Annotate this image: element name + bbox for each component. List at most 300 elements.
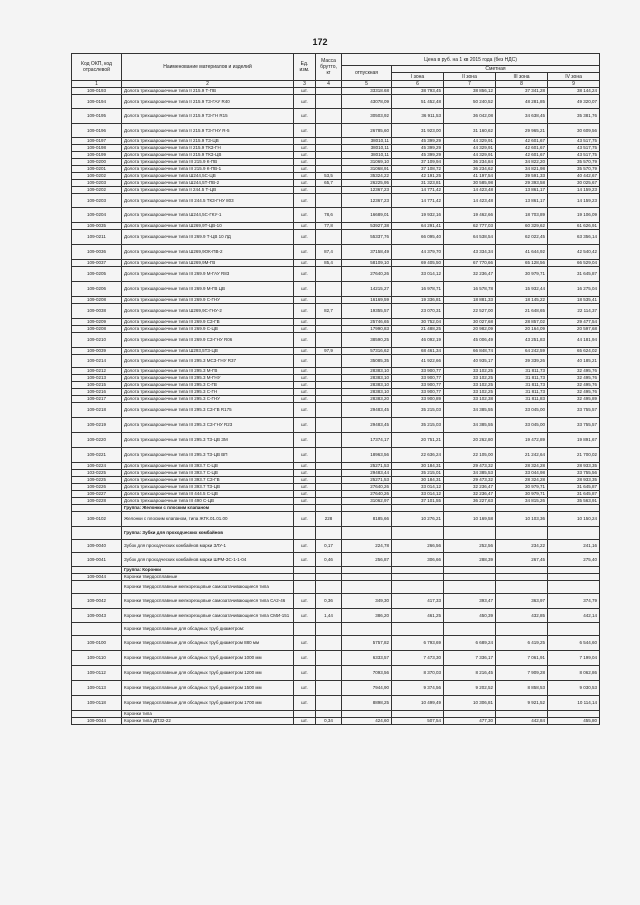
- name-cell: Долота трехшарошечные типа III 295.3 М-ГВ: [122, 368, 294, 375]
- mass-cell: [316, 333, 342, 348]
- table-row: [72, 348, 600, 355]
- code-cell: 109-0220: [72, 433, 122, 448]
- zone-4-price-cell: 18 535,41: [548, 297, 600, 304]
- empty-cell: [548, 567, 600, 574]
- code-cell: 109-0044: [72, 718, 122, 725]
- zone-4-price-cell: 49 320,07: [548, 95, 600, 109]
- unit-cell: шт.: [294, 297, 316, 304]
- table-row: [72, 389, 600, 396]
- release-price-cell: 30503,92: [342, 109, 392, 124]
- name-cell: Долота трехшарошечные типа II 215.9 ТЗ-ГАУ R40: [122, 95, 294, 109]
- release-price-cell: 26225,95: [342, 180, 392, 187]
- zone-1-price-cell: [392, 574, 444, 581]
- zone-2-price-cell: 36 227,63: [444, 498, 496, 505]
- zone-3-price-cell: 28 857,02: [496, 319, 548, 326]
- zone-1-price-cell: 20 751,21: [392, 433, 444, 448]
- zone-1-price-cell: 45 399,29: [392, 138, 444, 145]
- table-row: [72, 355, 600, 368]
- unit-cell: шт.: [294, 448, 316, 463]
- release-price-cell: 33318.68: [342, 88, 392, 95]
- zone-1-price-cell: 37 108,72: [392, 166, 444, 173]
- code-cell: 109-0036: [72, 245, 122, 260]
- zone-4-price-cell: 8 062,86: [548, 666, 600, 681]
- zone-2-price-cell: 32 236,47: [444, 491, 496, 498]
- zone-4-price-cell: 19 891,67: [548, 433, 600, 448]
- empty-cell: [316, 527, 342, 540]
- zone-3-price-cell: 13 861,17: [496, 194, 548, 208]
- release-price-cell: 29483,44: [342, 470, 392, 477]
- name-cell: Коронки твердосплавные мелкорезцовые самозатачивающиеся типа СМИ-151: [122, 609, 294, 623]
- mass-cell: [316, 574, 342, 581]
- code-cell: 109-0219: [72, 418, 122, 433]
- code-cell: 109-0209: [72, 319, 122, 326]
- zone-3-price-cell: 48 281,85: [496, 95, 548, 109]
- zone-4-price-cell: [548, 711, 600, 718]
- name-cell: Долота трехшарошечные типа III 393.7 СЗ-ГВ: [122, 477, 294, 484]
- code-cell: 109-0211: [72, 230, 122, 245]
- zone-4-price-cell: 21 700,02: [548, 448, 600, 463]
- code-cell: 109-0228: [72, 498, 122, 505]
- empty-cell: [496, 505, 548, 512]
- release-price-cell: 29483,45: [342, 418, 392, 433]
- zone-3-price-cell: 28 324,28: [496, 477, 548, 484]
- zone-2-price-cell: 29 473,32: [444, 477, 496, 484]
- release-price-cell: 38590,25: [342, 333, 392, 348]
- name-cell: Долота трехшарошечные типа III 269.9 СЗ-ГНУ R06: [122, 333, 294, 348]
- group-row: [72, 505, 600, 512]
- name-cell: Коронки твердосплавные для обсадных труб диаметром 1000 мм: [122, 651, 294, 666]
- code-cell: 109-0226: [72, 484, 122, 491]
- table-row: [72, 498, 600, 505]
- unit-cell: шт.: [294, 145, 316, 152]
- unit-cell: шт.: [294, 636, 316, 651]
- zone-2-price-cell: 9 202,52: [444, 681, 496, 696]
- release-price-cell: 57316,62: [342, 348, 392, 355]
- mass-cell: [316, 319, 342, 326]
- zone-1-price-cell: 38 793,45: [392, 88, 444, 95]
- release-price-cell: 14215,27: [342, 282, 392, 297]
- unit-cell: шт.: [294, 138, 316, 145]
- zone-3-price-cell: 8 858,53: [496, 681, 548, 696]
- zone-3-price-cell: 42 601,67: [496, 145, 548, 152]
- zone-3-price-cell: 34 815,26: [496, 498, 548, 505]
- zone-3-price-cell: 21 648,65: [496, 304, 548, 319]
- unit-cell: шт.: [294, 333, 316, 348]
- code-cell: 109-0200: [72, 159, 122, 166]
- release-price-cell: 31062,97: [342, 498, 392, 505]
- code-cell: [72, 581, 122, 594]
- release-price-cell: 18963,56: [342, 448, 392, 463]
- zone-4-header: IV зона: [548, 73, 600, 81]
- table-row: [72, 152, 600, 159]
- zone-2-price-cell: 50 240,52: [444, 95, 496, 109]
- table-row: [72, 194, 600, 208]
- zone-2-price-cell: 252,56: [444, 540, 496, 553]
- name-header: Наименование материалов и изделий: [122, 54, 294, 81]
- zone-4-price-cell: 14 159,23: [548, 187, 600, 194]
- empty-cell: [316, 505, 342, 512]
- zone-1-price-cell: 33 014,12: [392, 267, 444, 282]
- unit-cell: шт.: [294, 553, 316, 567]
- mass-cell: [316, 696, 342, 711]
- mass-cell: [316, 159, 342, 166]
- zone-4-price-cell: 35 570,79: [548, 159, 600, 166]
- zone-2-price-cell: 36 042,08: [444, 109, 496, 124]
- zone-1-price-cell: 9 374,56: [392, 681, 444, 696]
- zone-2-price-cell: 66 848,74: [444, 348, 496, 355]
- table-row: [72, 109, 600, 124]
- name-cell: Долота трехшарошечные типа III 295.3 СЗ-ГВ R175: [122, 403, 294, 418]
- name-cell: Долота трехшарошечные типа III 295.3 М-ГНУ: [122, 375, 294, 382]
- name-cell: Коронки твердосплавные для обсадных труб диаметром 1700 мм: [122, 696, 294, 711]
- table-row: [72, 463, 600, 470]
- zone-2-price-cell: 10 169,58: [444, 512, 496, 527]
- group-code-cell: [72, 505, 122, 512]
- group-row: [72, 527, 600, 540]
- name-cell: Долота трехшарошечные типа III 269.9 М-ГВ ЦВ: [122, 282, 294, 297]
- code-cell: 109-0035: [72, 223, 122, 230]
- unit-cell: шт.: [294, 418, 316, 433]
- zone-4-price-cell: 66 529,04: [548, 260, 600, 267]
- name-cell: Долота трехшарошечные типа III 295.3 С-ГН: [122, 389, 294, 396]
- release-price-cell: 8185,66: [342, 512, 392, 527]
- release-price-cell: 5757,82: [342, 636, 392, 651]
- group-title: Группа: Желонки с плоским клапаном: [122, 505, 294, 512]
- unit-cell: [294, 711, 316, 718]
- release-price-cell: 349,30: [342, 594, 392, 609]
- zone-3-price-cell: 20 164,09: [496, 326, 548, 333]
- mass-cell: 53,5: [316, 173, 342, 180]
- code-cell: 109-0201: [72, 166, 122, 173]
- release-price-cell: 27640,26: [342, 267, 392, 282]
- name-cell: Долота трехшарошечные типа III 215.9 К-ПВ: [122, 159, 294, 166]
- zone-4-price-cell: 30 609,56: [548, 124, 600, 138]
- zone-2-price-cell: 40 935,17: [444, 355, 496, 368]
- zone-2-price-cell: 393,47: [444, 594, 496, 609]
- zone-2-price-cell: 14 423,48: [444, 187, 496, 194]
- unit-cell: шт.: [294, 260, 316, 267]
- zone-2-price-cell: 30 027,68: [444, 319, 496, 326]
- unit-cell: шт.: [294, 180, 316, 187]
- zone-2-price-cell: 34 385,55: [444, 403, 496, 418]
- zone-4-price-cell: 32 495,76: [548, 382, 600, 389]
- zone-4-price-cell: 42 540,42: [548, 245, 600, 260]
- mass-cell: [316, 124, 342, 138]
- table-row: [72, 375, 600, 382]
- zone-1-price-cell: 33 014,12: [392, 484, 444, 491]
- release-price-cell: 28383,10: [342, 375, 392, 382]
- code-cell: 109-0212: [72, 368, 122, 375]
- table-row: [72, 651, 600, 666]
- zone-3-price-cell: 62 022,45: [496, 230, 548, 245]
- table-row: [72, 230, 600, 245]
- table-row: [72, 396, 600, 403]
- name-cell: Зубок для проходческих комбайнов марки ЗЛУ-1: [122, 540, 294, 553]
- zone-2-price-cell: 36 234,84: [444, 159, 496, 166]
- unit-cell: шт.: [294, 348, 316, 355]
- mass-cell: 77,8: [316, 223, 342, 230]
- zone-4-price-cell: 10 150,24: [548, 512, 600, 527]
- code-cell: 109-0218: [72, 403, 122, 418]
- code-cell: 109-0213: [72, 375, 122, 382]
- table-row: [72, 470, 600, 477]
- zone-4-price-cell: 16 275,04: [548, 282, 600, 297]
- zone-3-price-cell: 33 045,00: [496, 418, 548, 433]
- code-cell: 109-0040: [72, 540, 122, 553]
- mass-cell: [316, 484, 342, 491]
- name-cell: Коронки типа: [122, 711, 294, 718]
- mass-cell: [316, 666, 342, 681]
- zone-1-price-cell: 306,66: [392, 553, 444, 567]
- zone-2-price-cell: 450,39: [444, 609, 496, 623]
- code-cell: 109-0039: [72, 348, 122, 355]
- zone-1-price-cell: 42 191,25: [392, 173, 444, 180]
- unit-cell: шт.: [294, 95, 316, 109]
- code-cell: 109-0203: [72, 180, 122, 187]
- estimate-price-header: Сметная: [392, 66, 600, 73]
- mass-cell: [316, 326, 342, 333]
- zone-4-price-cell: 44 181,94: [548, 333, 600, 348]
- mass-cell: [316, 470, 342, 477]
- name-cell: Коронки твердосплавные: [122, 574, 294, 581]
- table-row: [72, 477, 600, 484]
- table-row: [72, 180, 600, 187]
- empty-cell: [392, 505, 444, 512]
- zone-4-price-cell: 29 477,54: [548, 319, 600, 326]
- table-row: [72, 484, 600, 491]
- release-price-cell: 17990,83: [342, 326, 392, 333]
- zone-1-price-cell: 33 900,77: [392, 389, 444, 396]
- release-price-cell: 35324,22: [342, 173, 392, 180]
- zone-2-price-cell: 67 770,66: [444, 260, 496, 267]
- unit-cell: шт.: [294, 498, 316, 505]
- mass-cell: [316, 368, 342, 375]
- col-number: 2: [122, 81, 294, 88]
- zone-4-price-cell: 61 626,91: [548, 223, 600, 230]
- zone-4-price-cell: 9 030,53: [548, 681, 600, 696]
- zone-1-price-cell: 37 109,94: [392, 159, 444, 166]
- zone-1-price-cell: 7 473,30: [392, 651, 444, 666]
- release-price-header: отпускная: [342, 66, 392, 81]
- mass-cell: 0,34: [316, 718, 342, 725]
- zone-1-price-cell: 41 922,66: [392, 355, 444, 368]
- zone-3-price-cell: 28 324,28: [496, 463, 548, 470]
- code-cell: 109-0037: [72, 260, 122, 267]
- table-row: [72, 418, 600, 433]
- zone-2-price-cell: 33 102,25: [444, 382, 496, 389]
- zone-2-price-cell: 7 336,17: [444, 651, 496, 666]
- page-number: 172: [312, 37, 328, 47]
- release-price-cell: 17374,17: [342, 433, 392, 448]
- name-cell: Коронки твердосплавные для обсадных труб диаметром 880 мм: [122, 636, 294, 651]
- code-cell: 109-0042: [72, 594, 122, 609]
- mass-cell: [316, 636, 342, 651]
- mass-cell: [316, 477, 342, 484]
- release-price-cell: 35085,35: [342, 355, 392, 368]
- code-cell: 109-0102: [72, 512, 122, 527]
- release-price-cell: 256,87: [342, 553, 392, 567]
- mass-cell: [316, 463, 342, 470]
- name-cell: Коронки твердосплавные для обсадных труб диаметром 1500 мм: [122, 681, 294, 696]
- col-number: 5: [342, 81, 392, 88]
- zone-4-price-cell: [548, 581, 600, 594]
- mass-cell: [316, 498, 342, 505]
- zone-1-price-cell: 30 184,31: [392, 477, 444, 484]
- table-row: [72, 138, 600, 145]
- zone-2-price-cell: 34 385,55: [444, 418, 496, 433]
- mass-cell: 228: [316, 512, 342, 527]
- name-cell: Долота трехшарошечные типа II 215.9 ТКЗ-ЦВ: [122, 152, 294, 159]
- zone-3-price-cell: 42 601,67: [496, 138, 548, 145]
- zone-1-price-cell: 33 900,77: [392, 368, 444, 375]
- code-cell: 109-0202: [72, 187, 122, 194]
- code-cell: 109-0203: [72, 194, 122, 208]
- empty-cell: [342, 505, 392, 512]
- code-cell: [72, 711, 122, 718]
- release-price-cell: 28383,10: [342, 368, 392, 375]
- mass-cell: [316, 194, 342, 208]
- name-cell: Долота трехшарошечные типа Ш269,9ОК-ПВ-2: [122, 245, 294, 260]
- code-cell: 109-0110: [72, 651, 122, 666]
- release-price-cell: 7093,56: [342, 666, 392, 681]
- mass-cell: 0,46: [316, 553, 342, 567]
- zone-3-price-cell: 60 329,62: [496, 223, 548, 230]
- col-number: 8: [496, 81, 548, 88]
- code-cell: 109-0043: [72, 609, 122, 623]
- mass-cell: [316, 187, 342, 194]
- code-cell: 109-0206: [72, 282, 122, 297]
- zone-1-price-cell: 22 636,24: [392, 448, 444, 463]
- unit-cell: шт.: [294, 88, 316, 95]
- name-cell: Долота трехшарошечные типа III 444.5 С-ЦВ: [122, 491, 294, 498]
- unit-cell: шт.: [294, 512, 316, 527]
- zone-3-price-cell: 43 251,83: [496, 333, 548, 348]
- release-price-cell: 43078,09: [342, 95, 392, 109]
- mass-cell: [316, 448, 342, 463]
- zone-1-price-cell: 14 771,42: [392, 187, 444, 194]
- table-row: [72, 282, 600, 297]
- zone-3-price-cell: 33 045,00: [496, 403, 548, 418]
- group-code-cell: [72, 527, 122, 540]
- table-row: [72, 448, 600, 463]
- unit-cell: шт.: [294, 470, 316, 477]
- name-cell: Долота трехшарошечные типа Ш293,5ТЗ-ЦВ: [122, 348, 294, 355]
- zone-4-price-cell: 65 624,02: [548, 348, 600, 355]
- release-price-cell: 37158,49: [342, 245, 392, 260]
- zone-2-price-cell: 10 306,81: [444, 696, 496, 711]
- table-row: [72, 187, 600, 194]
- col-number: 4: [316, 81, 342, 88]
- zone-1-price-cell: 33 900,77: [392, 382, 444, 389]
- zone-1-price-cell: 69 405,50: [392, 260, 444, 267]
- mass-cell: 85,4: [316, 260, 342, 267]
- release-price-cell: 6333,57: [342, 651, 392, 666]
- zone-1-price-cell: 35 215,03: [392, 403, 444, 418]
- zone-1-price-cell: 68 461,34: [392, 348, 444, 355]
- table-row: [72, 718, 600, 725]
- release-price-cell: 27640,26: [342, 491, 392, 498]
- empty-cell: [342, 567, 392, 574]
- code-cell: 109-0199: [72, 152, 122, 159]
- zone-3-price-cell: [496, 581, 548, 594]
- unit-cell: шт.: [294, 319, 316, 326]
- table-row: [72, 681, 600, 696]
- name-cell: Долота трехшарошечные типа III 295.3 ТЗ-ЦВ ЗМ: [122, 433, 294, 448]
- price-header: Цена в руб. на 1 кв 2015 года (без НДС): [342, 54, 600, 66]
- group-title: Группа: Коронки: [122, 567, 294, 574]
- code-cell: 109-0221: [72, 448, 122, 463]
- mass-cell: [316, 267, 342, 282]
- zone-3-price-cell: 31 811,73: [496, 389, 548, 396]
- name-cell: Долота трехшарошечные типа III 295.3 МСЗ-ГНУ R37: [122, 355, 294, 368]
- name-cell: Долота трехшарошечные типа III 393.7 С-ЦВ: [122, 463, 294, 470]
- release-price-cell: 53927,38: [342, 223, 392, 230]
- zone-2-price-cell: 19 462,66: [444, 208, 496, 223]
- zone-2-price-cell: 44 329,91: [444, 152, 496, 159]
- zone-2-header: II зона: [444, 73, 496, 81]
- zone-4-price-cell: 33 755,57: [548, 403, 600, 418]
- name-cell: Долота трехшарошечные типа III 269.9 М-ГАУ R83: [122, 267, 294, 282]
- zone-1-price-cell: 31 323,81: [392, 180, 444, 187]
- zone-2-price-cell: 62 777,03: [444, 223, 496, 230]
- empty-cell: [294, 505, 316, 512]
- zone-1-price-cell: 30 184,31: [392, 463, 444, 470]
- mass-cell: 97,9: [316, 348, 342, 355]
- zone-2-price-cell: 33 102,25: [444, 368, 496, 375]
- zone-2-price-cell: 36 234,62: [444, 166, 496, 173]
- unit-cell: шт.: [294, 245, 316, 260]
- zone-4-price-cell: 32 495,76: [548, 368, 600, 375]
- zone-3-price-cell: 7 909,28: [496, 666, 548, 681]
- table-row: [72, 95, 600, 109]
- name-cell: Долота трехшарошечные типа III 269.9 С-ЦВ: [122, 326, 294, 333]
- zone-1-price-cell: 33 014,12: [392, 491, 444, 498]
- code-cell: 109-0044: [72, 574, 122, 581]
- unit-cell: шт.: [294, 223, 316, 230]
- unit-cell: шт.: [294, 396, 316, 403]
- empty-cell: [316, 567, 342, 574]
- code-cell: 109-0113: [72, 681, 122, 696]
- empty-cell: [342, 527, 392, 540]
- zone-3-price-cell: 13 861,17: [496, 187, 548, 194]
- zone-4-price-cell: 241,16: [548, 540, 600, 553]
- zone-4-price-cell: 20 597,68: [548, 326, 600, 333]
- zone-1-price-cell: 44 379,70: [392, 245, 444, 260]
- unit-cell: шт.: [294, 124, 316, 138]
- mass-cell: 82,7: [316, 304, 342, 319]
- zone-1-price-cell: 31 923,00: [392, 124, 444, 138]
- mass-cell: [316, 581, 342, 594]
- zone-3-price-cell: [496, 711, 548, 718]
- mass-cell: [316, 282, 342, 297]
- name-cell: Долота трехшарошечные типа III 269.9 СЗ-ГВ: [122, 319, 294, 326]
- zone-4-price-cell: 6 544,60: [548, 636, 600, 651]
- code-cell: 109-0198: [72, 145, 122, 152]
- code-cell: 109-0208: [72, 297, 122, 304]
- unit-cell: шт.: [294, 681, 316, 696]
- code-cell: 109-0196: [72, 124, 122, 138]
- zone-1-price-cell: 46 092,19: [392, 333, 444, 348]
- unit-cell: [294, 581, 316, 594]
- unit-cell: шт.: [294, 389, 316, 396]
- unit-cell: шт.: [294, 173, 316, 180]
- zone-2-price-cell: 29 473,32: [444, 463, 496, 470]
- zone-2-price-cell: 45 006,49: [444, 333, 496, 348]
- code-cell: 109-0225: [72, 477, 122, 484]
- zone-2-price-cell: 14 423,48: [444, 194, 496, 208]
- release-price-cell: 55337,76: [342, 230, 392, 245]
- zone-4-price-cell: 19 106,09: [548, 208, 600, 223]
